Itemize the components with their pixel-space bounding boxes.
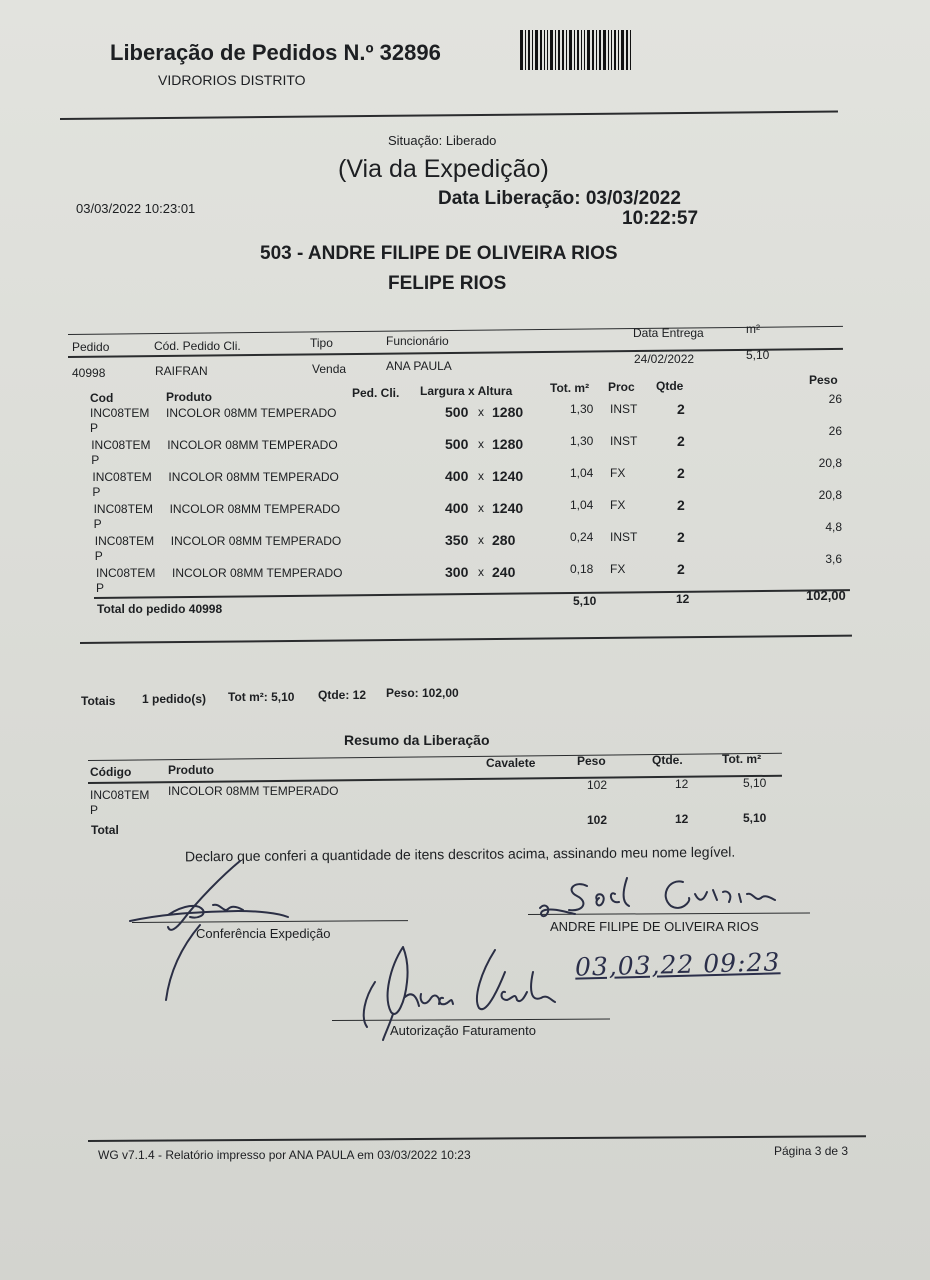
header-divider xyxy=(60,111,838,120)
col-cod-cli-label: Cód. Pedido Cli. xyxy=(154,339,241,353)
summary-row-cod-cont: P xyxy=(90,803,99,817)
items-col-produto: Produto xyxy=(166,390,212,404)
item-proc: INST xyxy=(610,530,638,544)
order-total-label: Total do pedido 40998 xyxy=(97,602,223,616)
customer-short-name: FELIPE RIOS xyxy=(388,273,507,294)
item-cod-cont: P xyxy=(91,453,100,467)
summary-total-qtde: 12 xyxy=(675,812,689,826)
order-m2: 5,10 xyxy=(746,348,770,362)
item-altura: 1240 xyxy=(492,468,524,484)
item-produto: INCOLOR 08MM TEMPERADO xyxy=(172,566,343,580)
item-altura: 1240 xyxy=(492,500,524,516)
item-peso: 20,8 xyxy=(818,456,842,470)
summary-col-qtde: Qtde. xyxy=(652,753,683,767)
item-qtde: 2 xyxy=(677,497,685,513)
order-employee: ANA PAULA xyxy=(386,359,452,373)
order-total-m2: 5,10 xyxy=(573,594,597,608)
item-proc: FX xyxy=(610,498,626,512)
item-proc: INST xyxy=(610,434,638,448)
items-col-ped-cli: Ped. Cli. xyxy=(352,386,400,400)
item-x-separator: x xyxy=(478,469,484,483)
item-peso: 26 xyxy=(828,424,842,438)
item-cod: INC08TEM xyxy=(90,406,150,420)
release-date: Data Liberação: 03/03/2022 xyxy=(438,188,681,209)
item-peso: 26 xyxy=(828,392,842,406)
item-altura: 1280 xyxy=(492,404,524,420)
item-produto: INCOLOR 08MM TEMPERADO xyxy=(169,502,341,516)
item-tot-m2: 0,24 xyxy=(570,530,594,544)
order-type: Venda xyxy=(312,362,347,376)
handwritten-date: 03,03,22 09:23 xyxy=(574,947,781,982)
items-col-peso: Peso xyxy=(809,373,838,387)
copy-label: (Via da Expedição) xyxy=(338,155,549,183)
item-largura: 400 xyxy=(445,500,469,516)
totals-orders: 1 pedido(s) xyxy=(142,692,207,706)
barcode-icon xyxy=(520,30,655,70)
order-delivery-date: 24/02/2022 xyxy=(634,352,695,366)
item-tot-m2: 1,04 xyxy=(570,466,594,480)
client-signature-icon xyxy=(535,872,795,922)
col-m2-label: m² xyxy=(746,322,760,336)
totals-qtde: Qtde: 12 xyxy=(318,688,367,702)
item-qtde: 2 xyxy=(677,401,685,417)
item-x-separator: x xyxy=(478,501,484,515)
order-header-top-line xyxy=(68,326,843,335)
item-altura: 240 xyxy=(492,564,516,580)
item-x-separator: x xyxy=(478,565,484,579)
footer-line xyxy=(88,1135,866,1142)
summary-col-cavalete: Cavalete xyxy=(486,756,536,770)
conferencia-signature-icon xyxy=(128,855,298,1015)
item-proc: FX xyxy=(610,466,626,480)
item-qtde: 2 xyxy=(677,465,685,481)
printed-datetime: 03/03/2022 10:23:01 xyxy=(76,201,196,216)
item-cod: INC08TEM xyxy=(92,470,152,484)
item-qtde: 2 xyxy=(677,529,685,545)
items-col-proc: Proc xyxy=(608,380,635,394)
item-cod: INC08TEM xyxy=(91,438,151,452)
footer-printed-by: WG v7.1.4 - Relatório impresso por ANA PAULA em 03/03/2022 10:23 xyxy=(98,1148,471,1162)
summary-total-peso: 102 xyxy=(587,813,608,827)
item-peso: 3,6 xyxy=(825,552,842,566)
item-proc: INST xyxy=(610,402,638,416)
items-col-cod: Cod xyxy=(90,391,114,405)
summary-col-produto: Produto xyxy=(168,763,214,777)
situation-text: Situação: Liberado xyxy=(388,133,497,148)
summary-row-cod: INC08TEM xyxy=(90,788,150,802)
summary-row-tot-m2: 5,10 xyxy=(743,776,767,790)
item-produto: INCOLOR 08MM TEMPERADO xyxy=(167,438,338,452)
item-largura: 400 xyxy=(445,468,469,484)
item-produto: INCOLOR 08MM TEMPERADO xyxy=(166,406,337,420)
footer-page-number: Página 3 de 3 xyxy=(774,1144,849,1158)
item-produto: INCOLOR 08MM TEMPERADO xyxy=(168,470,339,484)
order-section-end-line xyxy=(80,635,852,644)
col-pedido-label: Pedido xyxy=(72,340,110,354)
summary-col-codigo: Código xyxy=(90,765,132,779)
summary-row-peso: 102 xyxy=(587,778,608,792)
item-peso: 20,8 xyxy=(818,488,842,502)
item-cod: INC08TEM xyxy=(94,534,155,548)
item-cod-cont: P xyxy=(94,549,103,563)
item-cod-cont: P xyxy=(93,517,102,531)
order-total-peso: 102,00 xyxy=(806,588,846,603)
summary-title: Resumo da Liberação xyxy=(344,732,490,748)
col-tipo-label: Tipo xyxy=(310,336,333,350)
order-total-line xyxy=(94,589,850,599)
signature-label-client: ANDRE FILIPE DE OLIVEIRA RIOS xyxy=(550,919,759,934)
item-altura: 280 xyxy=(492,532,516,548)
items-col-qtde: Qtde xyxy=(656,379,684,393)
item-cod-cont: P xyxy=(92,485,101,499)
item-qtde: 2 xyxy=(677,433,685,449)
order-client-code: RAIFRAN xyxy=(155,364,208,378)
summary-col-peso: Peso xyxy=(577,754,606,768)
order-number: 40998 xyxy=(72,366,106,380)
col-data-entrega-label: Data Entrega xyxy=(633,326,704,340)
summary-row-qtde: 12 xyxy=(675,777,689,791)
customer-name: 503 - ANDRE FILIPE DE OLIVEIRA RIOS xyxy=(260,243,618,264)
item-cod-cont: P xyxy=(90,421,99,435)
item-tot-m2: 1,04 xyxy=(570,498,594,512)
item-x-separator: x xyxy=(478,533,484,547)
item-altura: 1280 xyxy=(492,436,524,452)
summary-row-produto: INCOLOR 08MM TEMPERADO xyxy=(168,784,339,798)
item-cod: INC08TEM xyxy=(93,502,153,516)
col-funcionario-label: Funcionário xyxy=(386,334,449,348)
item-largura: 500 xyxy=(445,436,469,452)
item-produto: INCOLOR 08MM TEMPERADO xyxy=(170,534,342,548)
item-peso: 4,8 xyxy=(825,520,842,534)
item-cod: INC08TEM xyxy=(96,566,156,580)
summary-col-tot-m2: Tot. m² xyxy=(722,752,762,766)
item-largura: 300 xyxy=(445,564,469,580)
items-col-largura-altura: Largura x Altura xyxy=(420,384,513,398)
totals-m2: Tot m²: 5,10 xyxy=(228,690,295,704)
release-time: 10:22:57 xyxy=(622,208,699,229)
company-name: VIDRORIOS DISTRITO xyxy=(158,72,306,88)
order-total-qtde: 12 xyxy=(676,592,690,606)
item-x-separator: x xyxy=(478,405,484,419)
totals-peso: Peso: 102,00 xyxy=(386,686,459,700)
document-title: Liberação de Pedidos N.º 32896 xyxy=(110,40,441,65)
item-x-separator: x xyxy=(478,437,484,451)
signature-label-conferencia: Conferência Expedição xyxy=(196,926,331,941)
item-largura: 500 xyxy=(445,404,469,420)
totals-label: Totais xyxy=(81,694,116,708)
item-largura: 350 xyxy=(445,532,469,548)
item-qtde: 2 xyxy=(677,561,685,577)
item-proc: FX xyxy=(610,562,626,576)
declaration-text: Declaro que conferi a quantidade de itens descritos acima, assinando meu nome legível. xyxy=(184,843,736,865)
item-cod-cont: P xyxy=(96,581,105,595)
item-tot-m2: 1,30 xyxy=(570,402,594,416)
summary-total-label: Total xyxy=(91,823,119,837)
summary-total-tot-m2: 5,10 xyxy=(743,811,767,825)
signature-label-autorizacao: Autorização Faturamento xyxy=(390,1023,536,1038)
item-tot-m2: 0,18 xyxy=(570,562,594,576)
items-col-tot-m2: Tot. m² xyxy=(550,381,590,395)
item-tot-m2: 1,30 xyxy=(570,434,594,448)
autorizacao-signature-icon xyxy=(355,942,560,1042)
